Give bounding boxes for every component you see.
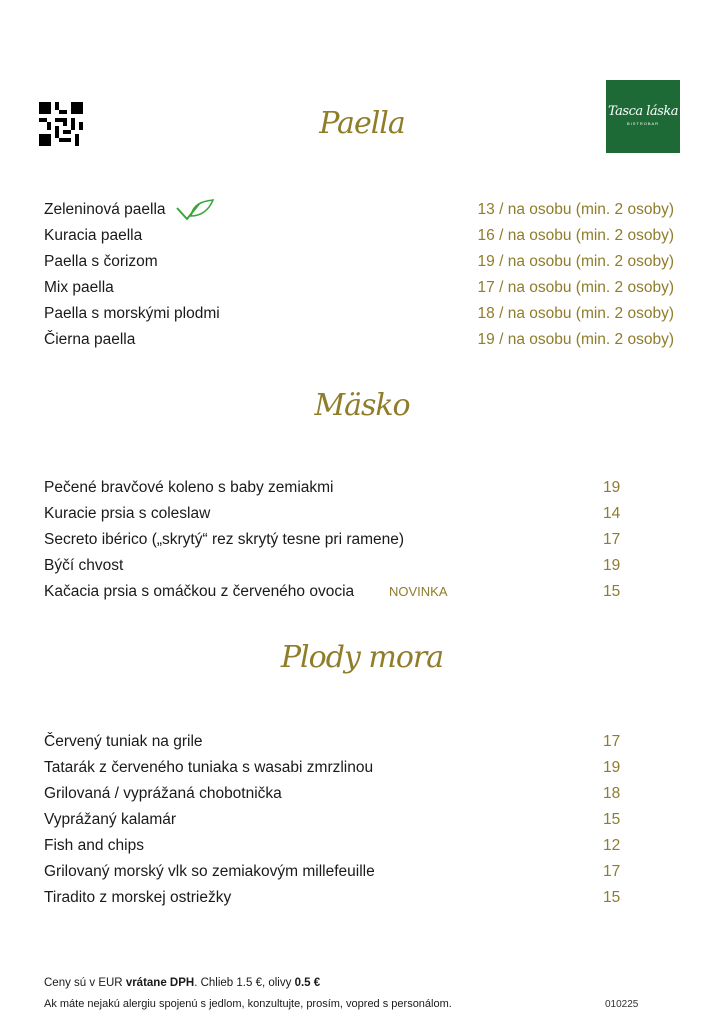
menu-item-price: 13 / na osobu (min. 2 osoby) <box>477 201 674 218</box>
menu-item-price: 18 <box>603 785 621 802</box>
menu-item-name: Červený tuniak na grile <box>44 733 203 750</box>
menu-item-name: Býčí chvost <box>44 557 124 574</box>
menu-item-price: 12 <box>603 837 621 854</box>
menu-item-name: Kuracie prsia s coleslaw <box>44 505 211 522</box>
menu-item-name: Secreto ibérico („skrytý“ rez skrytý tesne pri ramene) <box>44 531 405 548</box>
menu-item-price: 15 <box>603 583 621 600</box>
restaurant-logo: Tasca láska BISTROBAR <box>606 80 680 153</box>
menu-item-name: Čierna paella <box>44 331 136 348</box>
menu-item-price: 16 / na osobu (min. 2 osoby) <box>477 227 674 244</box>
menu-item-name: Zeleninová paella <box>44 201 166 218</box>
menu-item-price: 17 <box>603 733 621 750</box>
section-title-paella: Paella <box>319 106 405 141</box>
vegetarian-leaf-icon <box>175 198 215 222</box>
menu-item-price: 19 / na osobu (min. 2 osoby) <box>477 253 674 270</box>
price-note: Ceny sú v EUR vrátane DPH. Chlieb 1.5 €, olivy 0.5 € <box>44 977 321 989</box>
menu-item-price: 15 <box>603 811 621 828</box>
section-title-masko: Mäsko <box>314 388 410 423</box>
menu-item-price: 15 <box>603 889 621 906</box>
section-title-plody-mora: Plody mora <box>280 640 444 675</box>
menu-item-name: Mix paella <box>44 279 114 296</box>
menu-item-price: 14 <box>603 505 621 522</box>
menu-item-price: 17 <box>603 863 621 880</box>
menu-item-name: Kuracia paella <box>44 227 143 244</box>
new-badge: NOVINKA <box>389 584 448 599</box>
menu-item-name: Tatarák z červeného tuniaka s wasabi zmrzlinou <box>44 759 374 776</box>
menu-item-name: Kačacia prsia s omáčkou z červeného ovocia <box>44 583 355 600</box>
menu-item-name: Tiradito z morskej ostriežky <box>44 889 232 906</box>
menu-item-price: 19 <box>603 557 621 574</box>
menu-item-price: 19 <box>603 479 621 496</box>
menu-item-price: 19 <box>603 759 621 776</box>
menu-item-name: Vyprážaný kalamár <box>44 811 177 828</box>
menu-code: 010225 <box>605 999 639 1010</box>
menu-item-price: 19 / na osobu (min. 2 osoby) <box>477 331 674 348</box>
menu-item-price: 17 <box>603 531 621 548</box>
menu-item-price: 18 / na osobu (min. 2 osoby) <box>477 305 674 322</box>
menu-item-price: 17 / na osobu (min. 2 osoby) <box>477 279 674 296</box>
menu-item-name: Pečené bravčové koleno s baby zemiakmi <box>44 479 334 496</box>
menu-item-name: Grilovaný morský vlk so zemiakovým millefeuille <box>44 863 375 880</box>
menu-item-name: Grilovaná / vyprážaná chobotnička <box>44 785 282 802</box>
menu-item-name: Fish and chips <box>44 837 144 854</box>
allergy-note: Ak máte nejakú alergiu spojenú s jedlom, konzultujte, prosím, vopred s personálom. <box>44 998 452 1010</box>
menu-item-name: Paella s čorizom <box>44 253 158 270</box>
menu-item-name: Paella s morskými plodmi <box>44 305 220 322</box>
